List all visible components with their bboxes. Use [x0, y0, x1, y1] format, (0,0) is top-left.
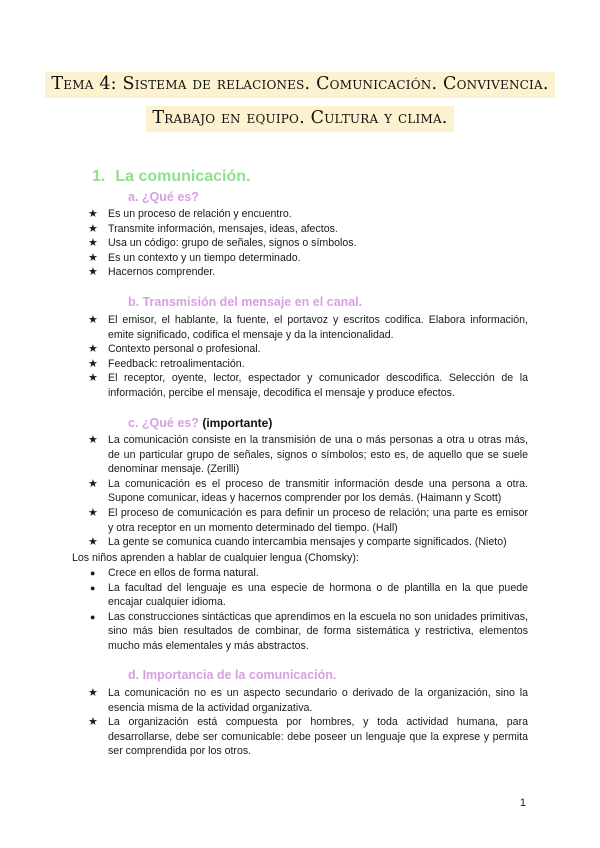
list-item: ● Crece en ellos de forma natural.: [90, 567, 259, 579]
star-icon: ★: [88, 266, 98, 279]
list-item: ★ Contexto personal o profesional.: [88, 343, 261, 356]
subheading-d: d. Importancia de la comunicación.: [128, 668, 337, 682]
star-icon: ★: [88, 506, 98, 519]
list-item: ● La facultad del lenguaje es una especie de hormona o de plantilla en la que puede encajar cualquier idioma.: [90, 581, 528, 609]
star-icon: ★: [88, 357, 98, 370]
section-number: 1.: [92, 168, 106, 185]
list-item: ★ El proceso de comunicación es para definir un proceso de relación; una parte es emisor y otra receptor en un momento determinado del tiempo. (Hall): [88, 506, 528, 534]
bullet-icon: ●: [90, 611, 96, 622]
bullet-icon: ●: [90, 568, 96, 578]
list-item: ★ Es un contexto y un tiempo determinado.: [88, 251, 301, 264]
important-note: (importante): [202, 416, 273, 430]
star-icon: ★: [88, 716, 98, 729]
star-icon: ★: [88, 222, 98, 235]
star-icon: ★: [88, 343, 98, 356]
list-c: [88, 433, 528, 550]
list-item: ★ El emisor, el hablante, la fuente, el portavoz y escritos codifica. Elabora información, emite significado, codifica el mensaje y da la intencionalidad.: [88, 314, 528, 341]
page-title: [40, 72, 560, 140]
title-line-1: Tema 4: Sistema de relaciones. Comunicación. Convivencia.: [45, 72, 554, 98]
list-item: ★ La comunicación no es un aspecto secundario o derivado de la organización, sino la esencia misma de la actividad organizativa.: [88, 687, 528, 714]
section-heading-1: [92, 168, 250, 186]
subheading-a: a. ¿Qué es?: [128, 190, 199, 204]
star-icon: ★: [88, 208, 98, 220]
list-item: ● Las construcciones sintácticas que aprendimos en la escuela no son unidades primitivas, sino más bien resultados de combinar, de forma sistemática y restrictiva, elementos mucho más elementales y más abstractos.: [90, 610, 528, 652]
star-icon: ★: [88, 251, 98, 264]
star-icon: ★: [88, 434, 98, 446]
bullet-icon: ●: [90, 582, 96, 593]
star-icon: ★: [88, 237, 98, 250]
title-line-2: Trabajo en equipo. Cultura y clima.: [146, 106, 453, 132]
list-item: ★ Feedback: retroalimentación.: [88, 357, 245, 370]
list-item: ★ Hacernos comprender.: [88, 266, 216, 279]
star-icon: ★: [88, 536, 98, 549]
list-item: ★ El receptor, oyente, lector, espectador y comunicador descodifica. Selección de la información, percibe el mensaje, decodifica el mensaje y produce efectos.: [88, 372, 528, 399]
section-label: La comunicación.: [115, 168, 251, 185]
star-icon: ★: [88, 477, 98, 490]
star-icon: ★: [88, 314, 98, 326]
list-b: [88, 313, 528, 401]
list-item: ★ Usa un código: grupo de señales, signos o símbolos.: [88, 237, 357, 250]
chomsky-intro: Los niños aprenden a hablar de cualquier lengua (Chomsky):: [72, 552, 359, 564]
list-item: ★ La comunicación consiste en la transmisión de una o más personas a otra u otras más, de un particular grupo de señales, signos o símbolos; esto es, de aquello que se suele denominar mensaje. (Zerilli): [88, 434, 528, 476]
subheading-c: c. ¿Qué es? (importante): [128, 416, 273, 430]
list-item: ★ La comunicación es el proceso de transmitir información desde una persona a otra. Supone comunicar, ideas y hacernos comprender por los demás. (Haimann y Scott): [88, 477, 528, 505]
star-icon: ★: [88, 687, 98, 699]
list-item: ★ La gente se comunica cuando intercambia mensajes y comparte significados. (Nieto): [88, 536, 507, 549]
star-icon: ★: [88, 372, 98, 385]
list-item: ★ Transmite información, mensajes, ideas, afectos.: [88, 222, 338, 235]
list-d: [88, 686, 528, 759]
subheading-b: b. Transmisión del mensaje en el canal.: [128, 295, 363, 309]
list-a: [88, 207, 528, 280]
list-item: ★ Es un proceso de relación y encuentro.: [88, 208, 292, 220]
list-chomsky: [88, 566, 528, 654]
list-item: ★ La organización está compuesta por hombres, y toda actividad humana, para desarrollarse, debe ser comunicable: debe poseer un lenguaje que la exprese y permita ser comprendida por los otros.: [88, 716, 528, 758]
page-number: 1: [519, 797, 526, 809]
